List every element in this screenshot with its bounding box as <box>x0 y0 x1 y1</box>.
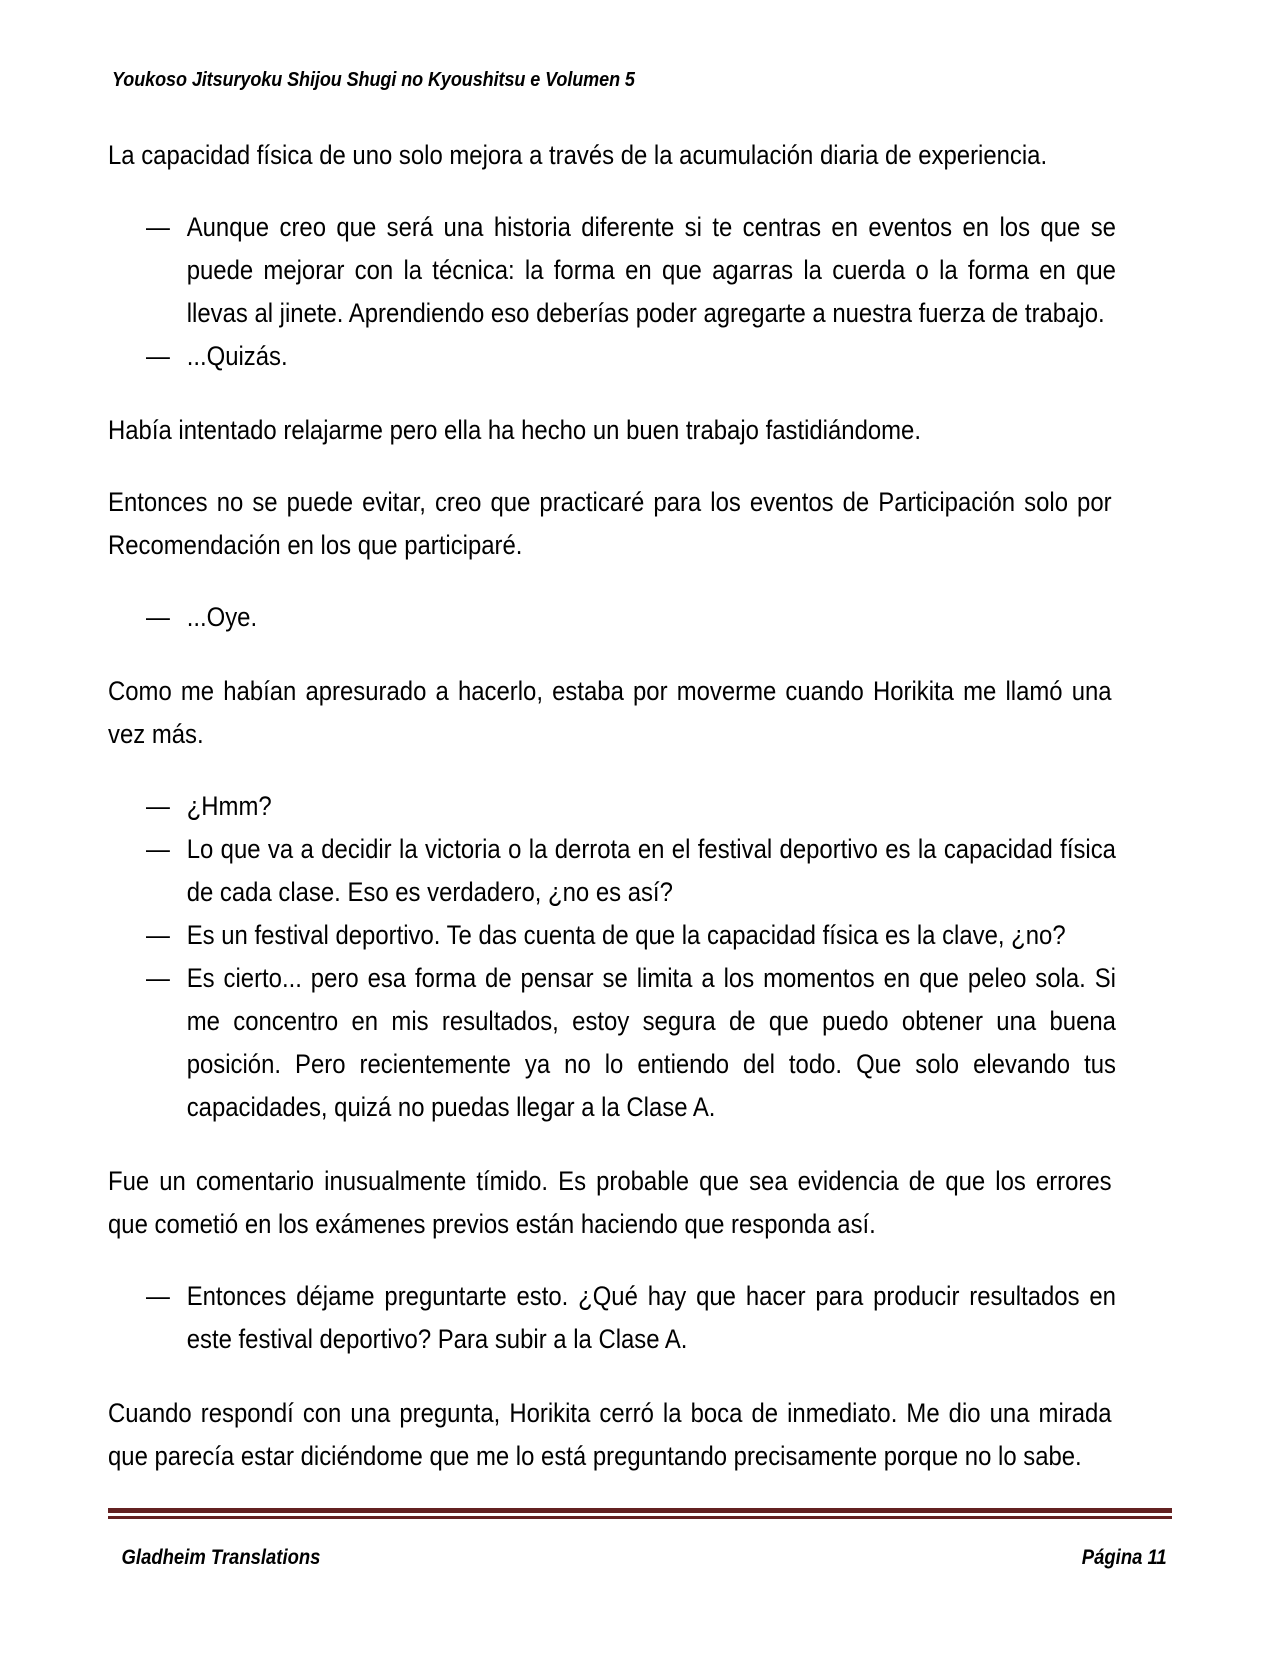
em-dash-icon: — <box>146 602 170 632</box>
dialogue-list-1 <box>146 206 1116 378</box>
em-dash-icon: — <box>146 341 170 371</box>
list-item <box>146 335 1116 378</box>
list-item <box>146 785 1116 828</box>
footer-divider-thin <box>108 1516 1172 1519</box>
block-spacer <box>108 378 1112 409</box>
list-item <box>146 957 1116 1129</box>
block-spacer <box>108 452 1112 481</box>
footer-divider <box>108 1508 1172 1519</box>
block-spacer <box>108 1246 1112 1275</box>
list-item <box>146 828 1116 914</box>
dialogue-list-2 <box>146 596 1116 639</box>
em-dash-icon: — <box>146 963 170 993</box>
list-item-text: Es cierto... pero esa forma de pensar se limita a los momentos en que peleo sola. Si me concentro en mis resultados, estoy segura de que puedo obtener una buena posición. Pero recientemente ya no lo entiendo del todo. Que solo elevando tus capacidades, quizá no puedas llegar a la Clase A. <box>186 963 1116 1122</box>
list-item-text: ¿Hmm? <box>186 791 272 821</box>
em-dash-icon: — <box>146 212 170 242</box>
footer-translator-credit: Gladheim Translations <box>121 1546 321 1569</box>
dialogue-list-4 <box>146 1275 1116 1361</box>
page-header-title: Youkoso Jitsuryoku Shijou Shugi no Kyoushitsu e Volumen 5 <box>112 68 635 91</box>
em-dash-icon: — <box>146 920 170 950</box>
paragraph: La capacidad física de uno solo mejora a través de la acumulación diaria de experiencia. <box>108 140 1048 170</box>
paragraph: Cuando respondí con una pregunta, Horikita cerró la boca de inmediato. Me dio una mirada que parecía estar diciéndome que me lo está preguntando precisamente porque no lo sabe. <box>108 1398 1112 1471</box>
list-item-text: Entonces déjame preguntarte esto. ¿Qué hay que hacer para producir resultados en este festival deportivo? Para subir a la Clase A. <box>186 1281 1116 1354</box>
list-item-text: Es un festival deportivo. Te das cuenta de que la capacidad física es la clave, ¿no? <box>186 920 1066 950</box>
list-item-text: Aunque creo que será una historia diferente si te centras en eventos en los que se puede mejorar con la técnica: la forma en que agarras la cuerda o la forma en que llevas al jinete. Aprendiendo eso deberías poder agregarte a nuestra fuerza de trabajo. <box>186 212 1116 328</box>
block-spacer <box>108 1129 1112 1160</box>
dialogue-list-3 <box>146 785 1116 1129</box>
list-item <box>146 596 1116 639</box>
block-spacer <box>108 567 1112 596</box>
list-item-text: ...Oye. <box>186 602 258 632</box>
list-item-text: ...Quizás. <box>186 341 288 371</box>
block-spacer <box>108 639 1112 670</box>
em-dash-icon: — <box>146 791 170 821</box>
em-dash-icon: — <box>146 834 170 864</box>
paragraph: Había intentado relajarme pero ella ha hecho un buen trabajo fastidiándome. <box>108 415 921 445</box>
list-item <box>146 206 1116 335</box>
paragraph: Entonces no se puede evitar, creo que practicaré para los eventos de Participación solo por Recomendación en los que participaré. <box>108 487 1112 560</box>
footer-page-number: Página 11 <box>1081 1546 1167 1569</box>
block-spacer <box>108 756 1112 785</box>
page-footer <box>108 1546 1172 1570</box>
paragraph: Como me habían apresurado a hacerlo, estaba por moverme cuando Horikita me llamó una vez más. <box>108 676 1112 749</box>
document-body <box>108 134 1116 1478</box>
list-item <box>146 1275 1116 1361</box>
em-dash-icon: — <box>146 1281 170 1311</box>
list-item <box>146 914 1116 957</box>
paragraph: Fue un comentario inusualmente tímido. Es probable que sea evidencia de que los errores que cometió en los exámenes previos están haciendo que responda así. <box>108 1166 1112 1239</box>
block-spacer <box>108 177 1112 206</box>
block-spacer <box>108 1361 1112 1392</box>
list-item-text: Lo que va a decidir la victoria o la derrota en el festival deportivo es la capacidad física de cada clase. Eso es verdadero, ¿no es así? <box>186 834 1116 907</box>
